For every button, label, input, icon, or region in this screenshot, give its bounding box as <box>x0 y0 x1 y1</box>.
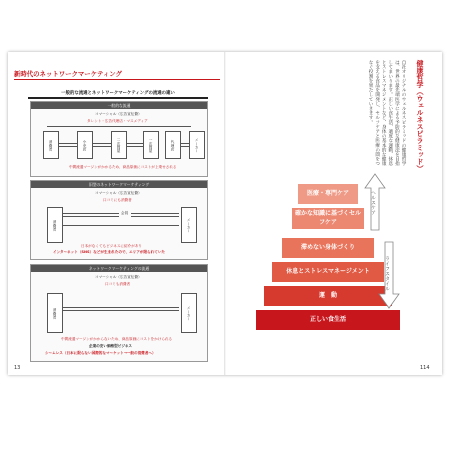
pyramid-level-selfcare: 確かな知識に基づくセルフケア <box>292 208 364 229</box>
box-consumer: 消費者 <box>47 207 63 243</box>
right-page-title: 健康哲学（ウェルネスピラミッド） <box>416 60 424 172</box>
box-wholesale1: 一次問屋 <box>143 131 159 159</box>
pyramid-level-rest: 休息とストレスマネージメント <box>272 262 384 282</box>
box-agency: 代理店 <box>165 131 181 159</box>
right-page-number: 114 <box>420 365 430 371</box>
pyramid-level-body: 滞めない身体づくり <box>282 238 374 258</box>
note-2: 企業の安い価格型ビジネス <box>89 344 133 348</box>
flow-arrow <box>92 143 111 147</box>
flow-arrow <box>126 143 143 147</box>
section-rule <box>14 79 220 80</box>
section-title: 新時代のネットワークマーケティング <box>14 70 122 78</box>
right-page-body: 自社オリジナルのウェルネスピラミッドの健康哲学は、世界の最先端医学による予防的な健康法を目指してまいります。正しい食生活、適度な運動、休息とストレスマネジメントなど、身体の基本的な健康を支える食品を開発し、セルフケアと医療の間をつなぐ役割を果たしていきます。 <box>368 60 406 166</box>
panel-head: ネットワークマーケティングの流通 <box>31 265 207 272</box>
box-maker: メーカー <box>181 207 197 243</box>
word-of-mouth-label: 口コミも消費者 <box>105 282 131 286</box>
box-consumer: 消費者 <box>43 131 59 159</box>
panel-general-distribution <box>30 101 208 177</box>
box-maker: メーカー <box>181 293 197 333</box>
margin-note: 中間流通マージンがかかるため、商品原価にコストが上乗せされる <box>69 165 177 169</box>
panel-old-network <box>30 180 208 260</box>
pyramid-level-exercise: 運 動 <box>264 286 392 306</box>
word-of-mouth-label: 口コミにも消費者 <box>103 198 132 202</box>
box-retail: 小売店 <box>77 131 93 159</box>
note-1: 中間流通マージンがかからないため、商品原価にコストをかけられる <box>61 337 173 341</box>
cm-label: コマーシャル（広告宣伝費） <box>95 275 142 279</box>
panel-head: 一般的な流通 <box>31 102 207 109</box>
diagram-rule <box>28 97 208 99</box>
left-page-number: 13 <box>14 365 21 371</box>
label-lifestyle: ライフスタイル <box>384 256 390 291</box>
box-wholesale2: 二次問屋 <box>111 131 127 159</box>
label-healthcare: ヘルスケア <box>370 190 376 215</box>
cm-label: コマーシャル（広告宣伝費） <box>95 112 142 116</box>
talent-label: タレント・広告代理店・マスメディア <box>87 119 148 123</box>
diagram-title: 一般的な流通とネットワークマーケティングの流通の違い <box>61 91 175 96</box>
flow-arrow <box>58 143 77 147</box>
box-consumer: 消費者 <box>47 293 63 333</box>
flow-arrow <box>63 307 179 311</box>
flow-arrow <box>180 143 189 147</box>
note-1: 日本がなくてもビジネスに紹介があり <box>81 244 142 248</box>
box-maker: メーカー <box>189 131 205 159</box>
note-3: シームレス（日本に限らない国際的なマーケット→一般の消費者へ） <box>45 351 156 355</box>
book-spread <box>8 52 442 375</box>
flow-arrow <box>131 213 179 217</box>
book-gutter <box>224 52 226 375</box>
note-2: インターネット（SNS）などが生まれたので、エリアが限られていた <box>53 250 166 254</box>
panel-head: 旧型のネットワークマーケティング <box>31 181 207 188</box>
return-arrow <box>63 225 179 226</box>
pyramid-level-medical: 医療・専門ケア <box>298 184 358 204</box>
panel-network-marketing <box>30 264 208 362</box>
pyramid-level-diet: 正しい食生活 <box>256 310 400 330</box>
box-member: 会員 <box>121 211 129 215</box>
cm-arrow <box>47 126 191 127</box>
cm-label: コマーシャル（広告宣伝費） <box>95 191 142 195</box>
flow-arrow <box>63 213 119 217</box>
